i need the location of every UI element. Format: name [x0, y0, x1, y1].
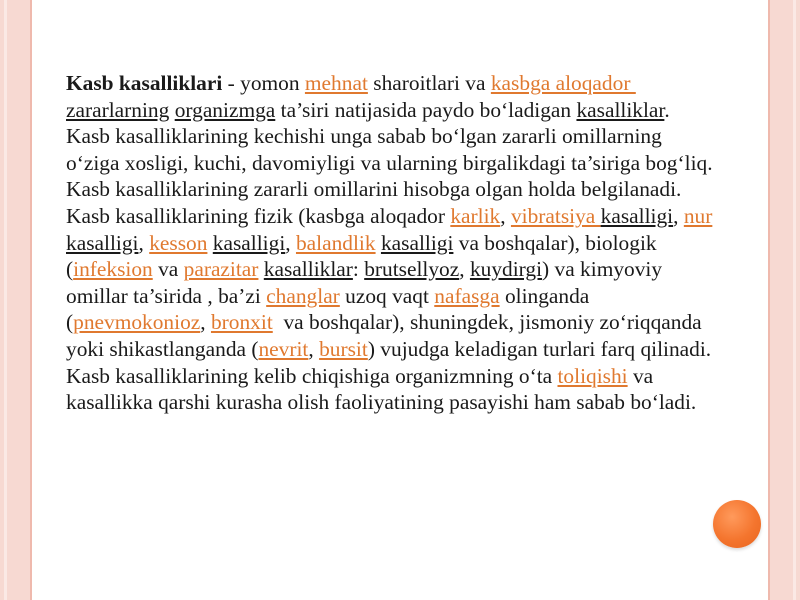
hyperlink[interactable]: vibratsiya — [510, 203, 601, 228]
text-run: va boshqalar), shuningdek, jismoniy zo‘riqqanda yoki shikastlanganda ( — [66, 310, 708, 361]
underlined-term: organizmga — [174, 97, 276, 122]
text-run: ) vujudga keladigan turlari farq qilinadi. Kasb kasalliklarining kelib chiqishiga organizmning o‘ta — [66, 336, 717, 388]
text-run: - yomon — [222, 71, 305, 95]
underlined-term: kuydirgi — [469, 257, 543, 282]
text-run: , — [673, 203, 684, 228]
hyperlink[interactable]: nur — [683, 203, 713, 228]
underlined-term: kasalliklar — [263, 257, 353, 282]
hyperlink[interactable]: nevrit — [258, 336, 309, 361]
text-run: va kasallikka qarshi kurasha olish faoliyatining pasayishi ham sabab bo‘ladi. — [66, 363, 697, 415]
text-run: , — [285, 230, 296, 255]
hyperlink[interactable]: kasbga aloqador — [490, 71, 636, 95]
underlined-term: brutsellyoz — [364, 257, 460, 282]
text-run: : — [352, 257, 365, 282]
hyperlink[interactable]: mehnat — [304, 71, 368, 95]
text-run: va boshqalar), biologik ( — [66, 230, 662, 282]
hyperlink[interactable]: infeksion — [73, 257, 153, 282]
text-run: ) va kimyoviy omillar ta’sirida , ba’zi — [66, 257, 668, 308]
underlined-term: kasalligi — [66, 230, 139, 255]
underlined-term: kasalligi — [380, 230, 454, 255]
underlined-term: kasalliklar — [576, 97, 665, 122]
underlined-term: kasalligi — [212, 230, 286, 255]
text-run: , — [308, 336, 320, 361]
hyperlink[interactable]: bronxit — [210, 310, 273, 335]
text-run: uzoq vaqt — [339, 283, 435, 308]
hyperlink[interactable]: karlik — [450, 203, 501, 228]
hyperlink[interactable]: balandlik — [295, 230, 376, 255]
hyperlink[interactable]: changlar — [266, 283, 340, 308]
text-run: , — [500, 203, 511, 228]
orange-circle-decoration — [713, 500, 761, 548]
underlined-term: zararlarning — [66, 97, 170, 122]
text-run: , — [200, 310, 211, 335]
text-run: sharoitlari va — [367, 71, 491, 95]
text-run: . Kasb kasalliklarining kechishi unga sabab bo‘lgan zararli omillarning o‘ziga xosligi, kuchi, davomiyligi va ularning birgalikdagi ta’siriga bog‘liq. Kasb kasalliklarining zararli omillarini hisobga olgan holda belgilanadi. Kasb kasalliklarining fizik (kasbga aloqador — [66, 97, 718, 228]
hyperlink[interactable]: pnevmokonioz — [73, 310, 201, 335]
main-paragraph — [66, 70, 716, 416]
right-decorative-border — [768, 0, 800, 600]
hyperlink[interactable]: nafasga — [434, 283, 500, 308]
hyperlink[interactable]: parazitar — [183, 257, 259, 282]
hyperlink[interactable]: bursit — [319, 336, 368, 361]
hyperlink[interactable]: toliqishi — [557, 363, 628, 388]
text-run — [712, 204, 717, 228]
left-decorative-border — [0, 0, 32, 600]
text-run: olinganda ( — [66, 283, 595, 335]
underlined-term: kasalligi — [600, 203, 674, 228]
text-run: , — [459, 257, 470, 282]
heading-term: Kasb kasalliklari — [66, 71, 223, 95]
text-run: va — [152, 257, 184, 282]
text-run: ta’siri natijasida paydo bo‘ladigan — [275, 97, 577, 122]
text-run: , — [138, 230, 150, 255]
hyperlink[interactable]: kesson — [149, 230, 208, 255]
